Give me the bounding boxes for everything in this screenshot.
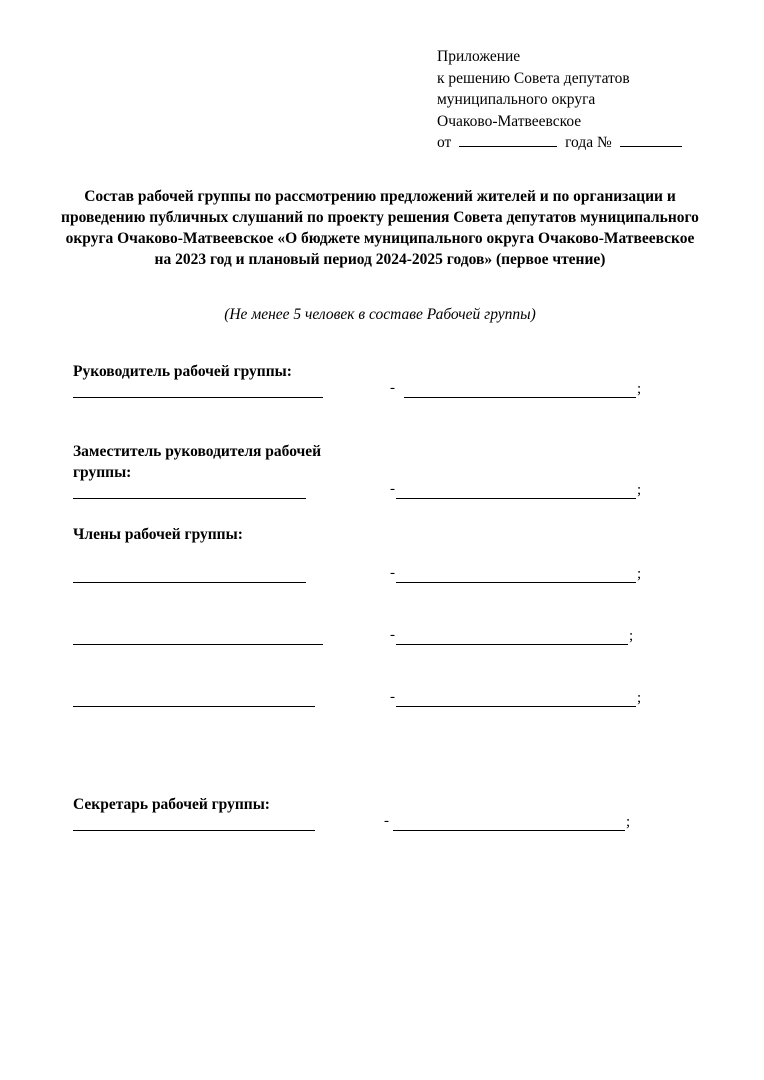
appendix-line-3: муниципального округа (437, 91, 596, 108)
composition-note: (Не менее 5 человек в составе Рабочей группы) (224, 306, 536, 323)
member-1-name-line[interactable] (73, 582, 306, 583)
number-prefix: года № (565, 134, 612, 151)
leader-semicolon: ; (637, 381, 642, 397)
date-prefix: от (437, 134, 452, 151)
appendix-block (437, 46, 682, 154)
deputy-dash: - (390, 481, 395, 497)
appendix-date-line (437, 132, 682, 154)
number-blank[interactable] (620, 133, 682, 147)
member-3-dash: - (390, 689, 395, 705)
appendix-line-1: Приложение (437, 48, 521, 65)
deputy-name-line[interactable] (73, 498, 306, 499)
document-title: Состав рабочей группы по рассмотрению предложений жителей и по организации и проведению публичных слушаний по проекту решения Совета депутатов муниципального округа Очаково-Матвеевское «О бюджете муниципального округа Очаково-Матвеевское на 2023 год и плановый период 2024-2025 годов» (первое чтение) (61, 188, 699, 268)
members-label: Члены рабочей группы: (73, 526, 243, 543)
member-2-position-line[interactable] (396, 644, 628, 645)
member-2-name-line[interactable] (73, 644, 323, 645)
leader-position-line[interactable] (404, 397, 636, 398)
deputy-semicolon: ; (637, 482, 642, 498)
member-1-dash: - (390, 565, 395, 581)
leader-label: Руководитель рабочей группы: (73, 363, 292, 380)
member-2-dash: - (390, 627, 395, 643)
secretary-semicolon: ; (626, 814, 631, 830)
member-1-semicolon: ; (637, 566, 642, 582)
member-1-position-line[interactable] (396, 582, 636, 583)
deputy-label: Заместитель руководителя рабочей группы: (73, 443, 322, 481)
date-blank[interactable] (459, 133, 557, 147)
secretary-dash: - (384, 813, 389, 829)
secretary-position-line[interactable] (393, 830, 625, 831)
deputy-position-line[interactable] (396, 498, 636, 499)
leader-name-line[interactable] (73, 397, 323, 398)
member-2-semicolon: ; (629, 628, 634, 644)
member-3-position-line[interactable] (396, 706, 636, 707)
appendix-line-2: к решению Совета депутатов (437, 69, 630, 87)
member-3-name-line[interactable] (73, 706, 315, 707)
secretary-name-line[interactable] (73, 830, 315, 831)
secretary-label: Секретарь рабочей группы: (73, 796, 270, 813)
appendix-line-4: Очаково-Матвеевское (437, 112, 582, 130)
member-3-semicolon: ; (637, 690, 642, 706)
leader-dash: - (390, 380, 395, 396)
